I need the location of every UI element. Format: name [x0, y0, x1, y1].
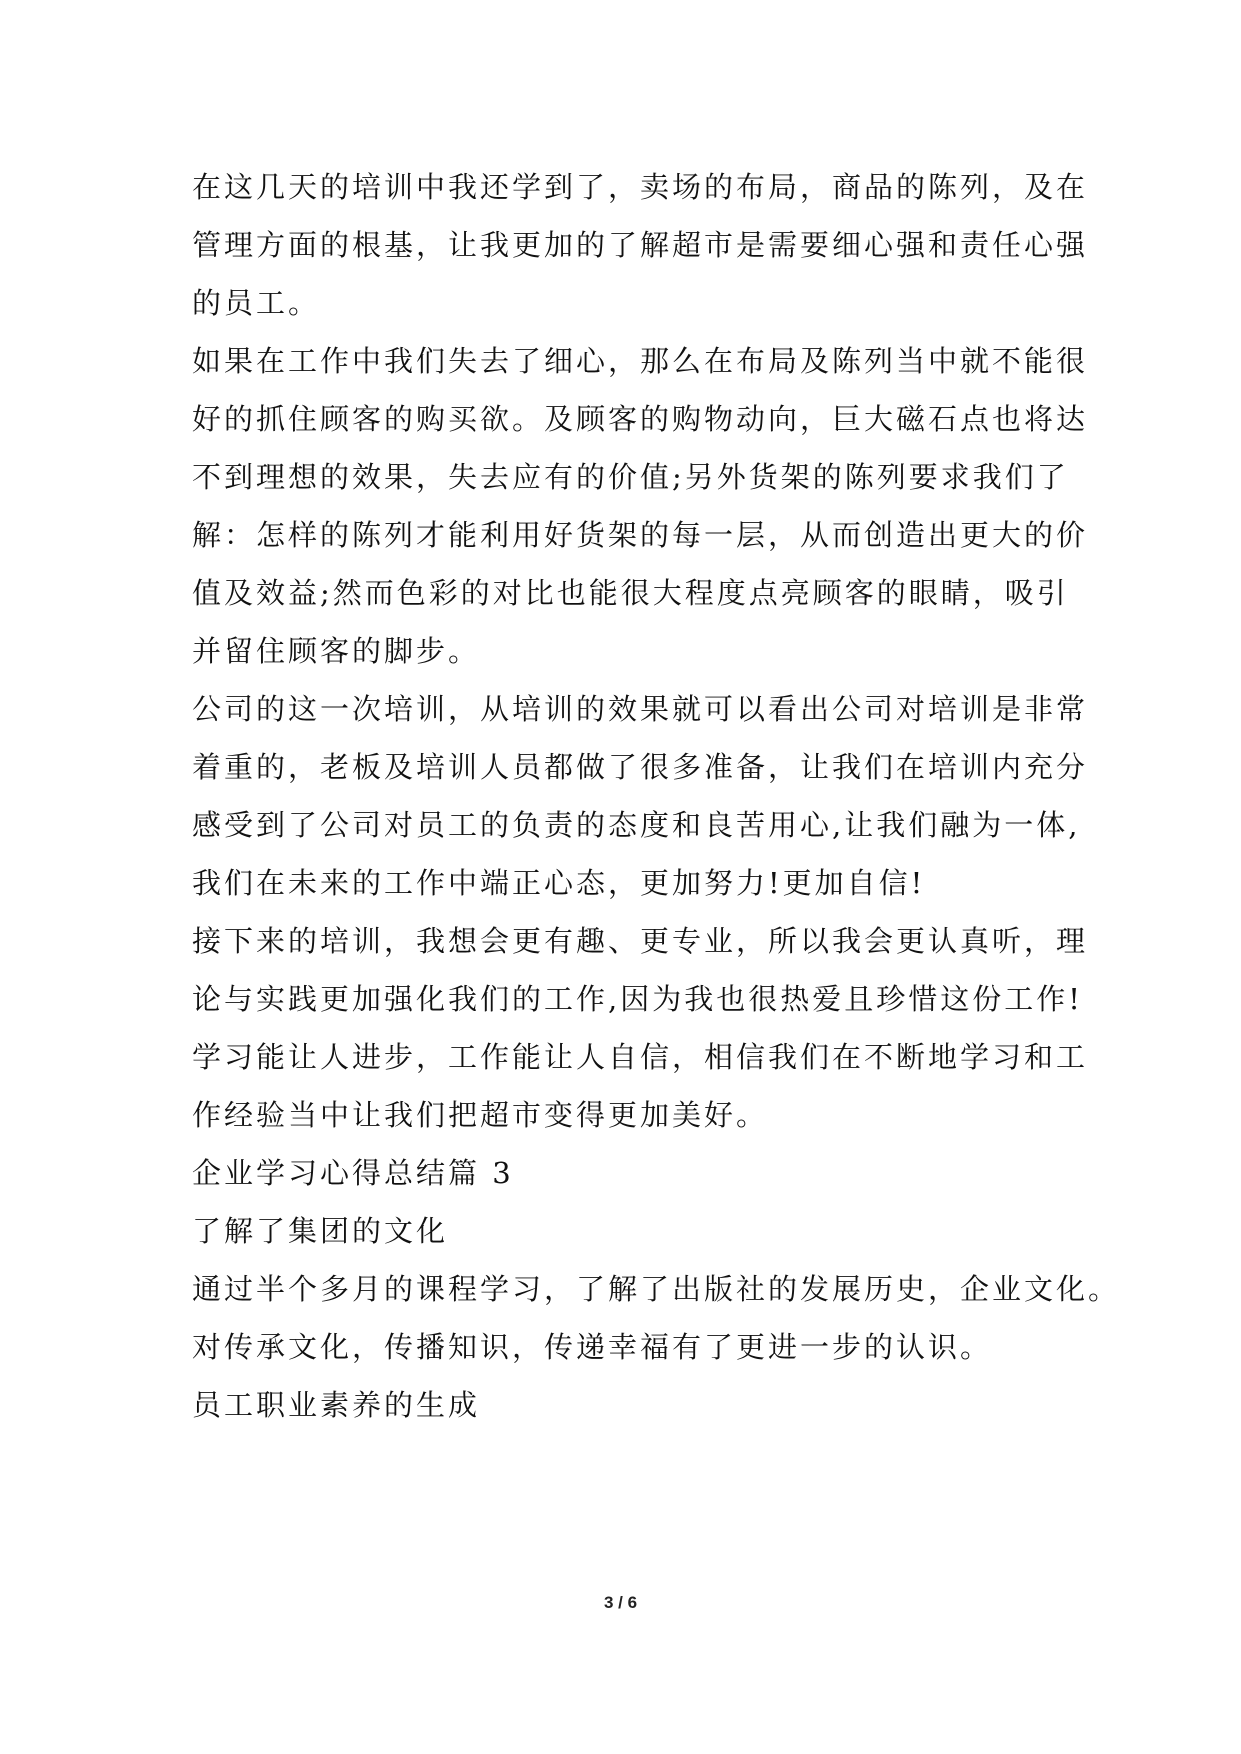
subheading: 员工职业素养的生成	[192, 1388, 481, 1422]
paragraph-attention-to-detail	[192, 332, 1089, 680]
text-line: 不到理想的效果，失去应有的价值;另外货架的陈列要求我们了	[192, 460, 1069, 494]
paragraph-training-layout	[192, 158, 1089, 332]
text-line: 论与实践更加强化我们的工作,因为我也很热爱且珍惜这份工作!	[192, 982, 1083, 1016]
text-line: 学习能让人进步，工作能让人自信，相信我们在不断地学习和工	[192, 1040, 1089, 1074]
text-line: 着重的，老板及培训人员都做了很多准备，让我们在培训内充分	[192, 750, 1089, 784]
text-line: 公司的这一次培训，从培训的效果就可以看出公司对培训是非常	[192, 692, 1089, 726]
text-line: 在这几天的培训中我还学到了，卖场的布局，商品的陈列，及在	[192, 170, 1089, 204]
text-line: 作经验当中让我们把超市变得更加美好。	[192, 1098, 769, 1132]
text-line: 接下来的培训，我想会更有趣、更专业，所以我会更认真听，理	[192, 924, 1089, 958]
page-number: 3 / 6	[603, 1593, 638, 1612]
text-line: 的员工。	[192, 286, 321, 320]
subheading: 了解了集团的文化	[192, 1214, 449, 1248]
subheading-group-culture	[192, 1202, 1058, 1260]
text-line: 我们在未来的工作中端正心态，更加努力!更加自信!	[192, 866, 926, 900]
text-line: 如果在工作中我们失去了细心，那么在布局及陈列当中就不能很	[192, 344, 1089, 378]
paragraph-company-training	[192, 680, 1089, 912]
subheading-professional-quality	[192, 1376, 1058, 1434]
text-line: 对传承文化，传播知识，传递幸福有了更进一步的认识。	[192, 1330, 993, 1364]
document-body	[192, 158, 1121, 1434]
text-line: 值及效益;然而色彩的对比也能很大程度点亮顾客的眼睛，吸引	[192, 576, 1069, 610]
section-title: 企业学习心得总结篇 3	[192, 1156, 514, 1190]
text-line: 解：怎样的陈列才能利用好货架的每一层，从而创造出更大的价	[192, 518, 1089, 552]
paragraph-course-study	[192, 1260, 1121, 1376]
text-line: 管理方面的根基，让我更加的了解超市是需要细心强和责任心强	[192, 228, 1089, 262]
text-line: 好的抓住顾客的购买欲。及顾客的购物动向，巨大磁石点也将达	[192, 402, 1089, 436]
text-line: 感受到了公司对员工的负责的态度和良苦用心,让我们融为一体,	[192, 808, 1081, 842]
section-heading	[192, 1144, 1058, 1202]
text-line: 并留住顾客的脚步。	[192, 634, 481, 668]
paragraph-future-training	[192, 912, 1089, 1144]
text-line: 通过半个多月的课程学习，了解了出版社的发展历史，企业文化。	[192, 1272, 1121, 1306]
